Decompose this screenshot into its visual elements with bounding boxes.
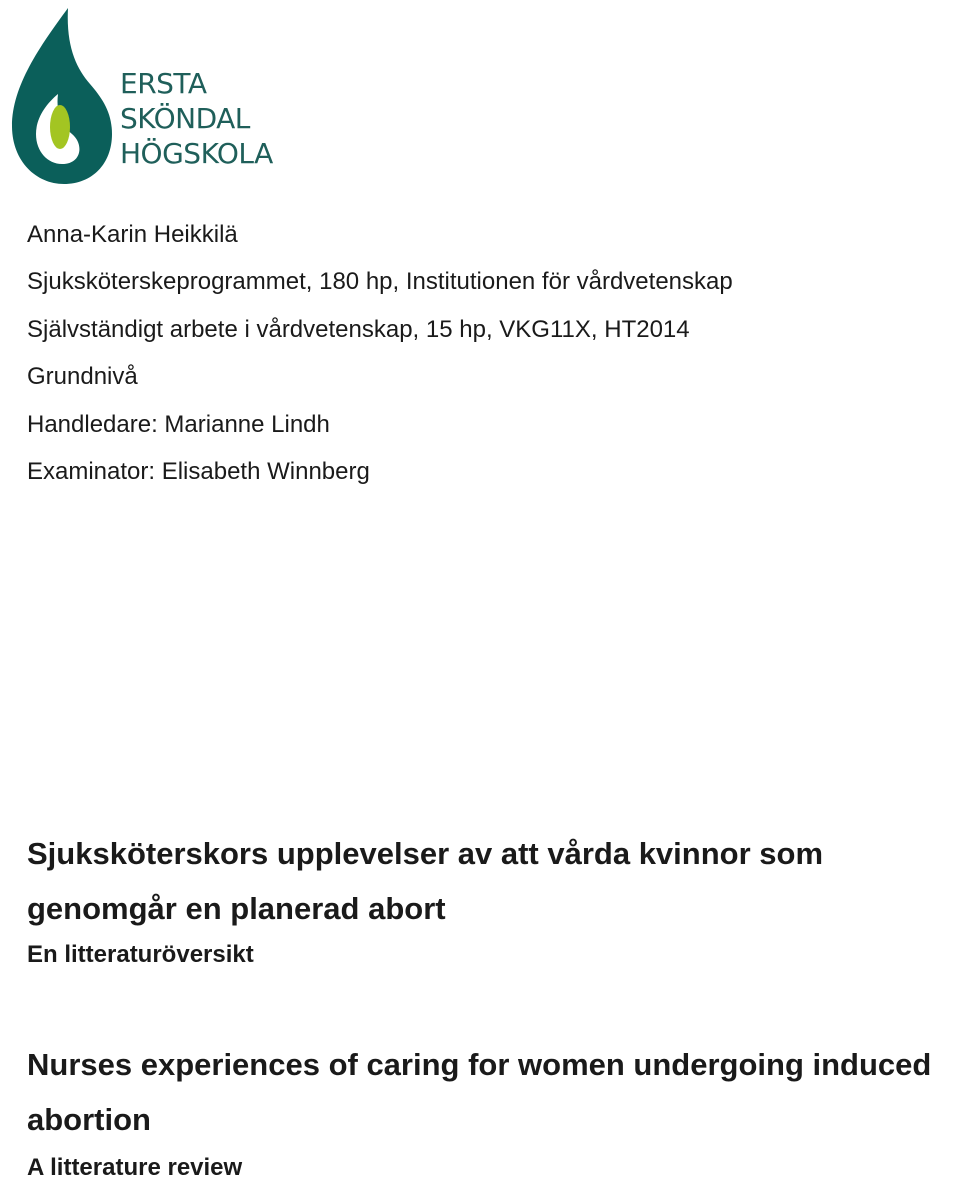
course-line: Självständigt arbete i vårdvetenskap, 15 hp, VKG11X, HT2014 <box>27 315 690 343</box>
swedish-subtitle: En litteraturöversikt <box>27 941 254 968</box>
english-subtitle: A litterature review <box>27 1154 243 1181</box>
swedish-title: Sjuksköterskors upplevelser av att vårda kvinnor som genomgår en planerad abort <box>27 836 824 926</box>
logo-drop-icon <box>10 6 114 186</box>
logo-line-3: HÖGSKOLA <box>120 137 273 170</box>
english-title-line-1: Nurses experiences of caring for women undergoing induced <box>27 1047 932 1082</box>
logo-line-2: SKÖNDAL <box>120 102 250 135</box>
program-line: Sjuksköterskeprogrammet, 180 hp, Institutionen för vårdvetenskap <box>27 268 733 296</box>
logo-line-1: ERSTA <box>120 67 207 100</box>
examiner-line: Examinator: Elisabeth Winnberg <box>27 458 370 486</box>
english-title <box>27 1037 960 1147</box>
ersta-skondal-logo <box>10 6 273 186</box>
english-title-line-2: abortion <box>27 1102 151 1137</box>
logo-wordmark <box>120 66 273 171</box>
author-name: Anna-Karin Heikkilä <box>27 221 238 248</box>
thesis-metadata <box>27 211 733 495</box>
supervisor-line: Handledare: Marianne Lindh <box>27 410 330 438</box>
level-line: Grundnivå <box>27 363 138 391</box>
